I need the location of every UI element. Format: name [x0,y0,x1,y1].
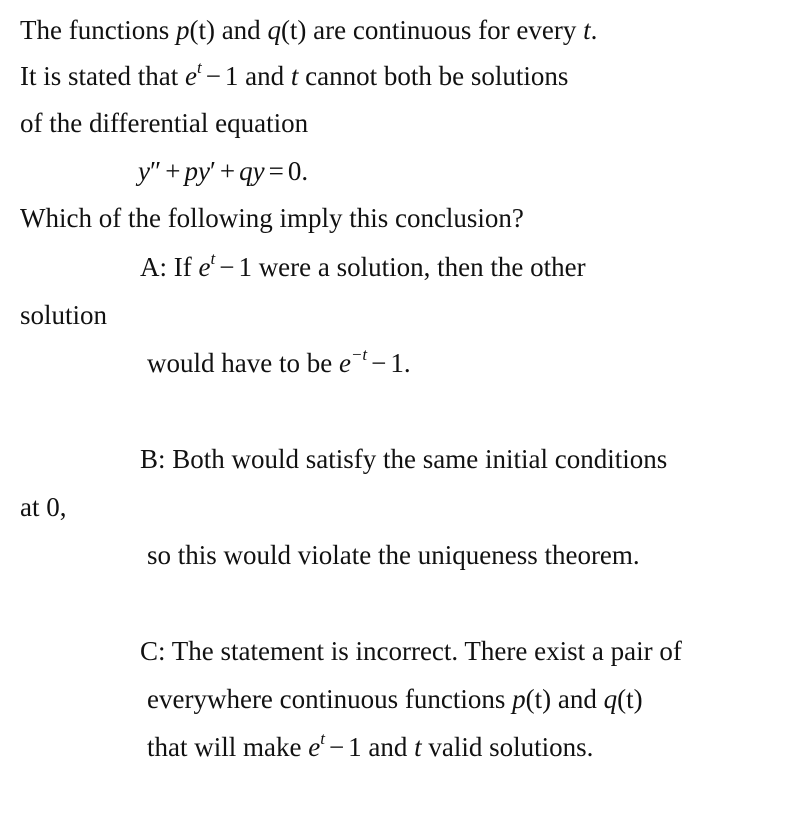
math-arg: (t) [525,684,552,714]
math-t: t [414,732,422,762]
statement-line-2 [20,60,568,92]
option-c-line-3 [147,731,593,763]
text: and [214,15,268,45]
text: . [590,15,598,45]
differential-equation [138,155,308,187]
math-plus: + [219,156,236,186]
math-e: e [338,348,351,378]
option-a-line-2 [147,347,411,379]
question-text: Which of the following imply this conclusion? [20,203,524,233]
option-b-line-1: B: Both would satisfy the same initial conditions [140,444,668,474]
text: are continuous for every [306,15,584,45]
math-exponent: t [210,249,216,268]
math-exponent: −t [350,345,368,364]
math-e: e [308,732,321,762]
text: everywhere continuous functions [147,684,513,714]
math-minus: − [371,348,387,378]
statement-line-3: of the differential equation [20,108,309,138]
math-arg: (t) [189,15,215,45]
statement-line-1 [20,14,597,46]
math-minus: − [205,61,221,91]
text: valid solutions. [421,732,594,762]
text: and [361,732,415,762]
text: were a solution, then the other [251,252,586,282]
math-q: q [239,156,253,186]
option-a-wrap: solution [20,300,108,330]
math-equals: = [268,156,284,186]
math-p: p [512,684,526,714]
text: and [238,61,291,91]
math-p: p [175,15,190,45]
math-q: q [603,684,618,714]
math-exponent: t [196,58,202,77]
math-arg: (t) [280,15,307,45]
math-one: 1 [238,252,252,282]
math-minus: − [219,252,235,282]
math-t: t [290,61,299,91]
option-b-line-2: so this would violate the uniqueness theorem. [147,540,640,570]
math-e: e [198,252,211,282]
text: The functions [20,15,176,45]
text: and [551,684,604,714]
math-exponent: t [320,729,325,748]
math-zero: 0. [287,156,309,186]
math-p: p [184,156,198,186]
math-one: 1. [390,348,411,378]
text: It is stated that [20,61,185,91]
math-y: y [252,156,265,186]
option-b-wrap: at 0, [20,492,67,522]
math-one: 1 [224,61,239,91]
text: would have to be [147,348,339,378]
option-c-line-1: C: The statement is incorrect. There exist a pair of [140,636,682,666]
text: A: If [140,252,199,282]
math-minus: − [328,732,345,762]
text: that will make [147,732,309,762]
math-y: y [197,156,210,186]
math-e: e [184,61,197,91]
math-t: t [583,15,591,45]
math-arg: (t) [617,684,643,714]
math-prime: ′ [209,156,216,186]
math-double-prime: ″ [149,156,162,186]
option-a-line-1 [140,251,586,283]
math-q: q [267,15,281,45]
text: cannot both be solutions [298,61,569,91]
math-y: y [138,156,150,186]
option-c-line-2 [147,683,643,715]
math-one: 1 [348,732,362,762]
math-plus: + [165,156,181,186]
